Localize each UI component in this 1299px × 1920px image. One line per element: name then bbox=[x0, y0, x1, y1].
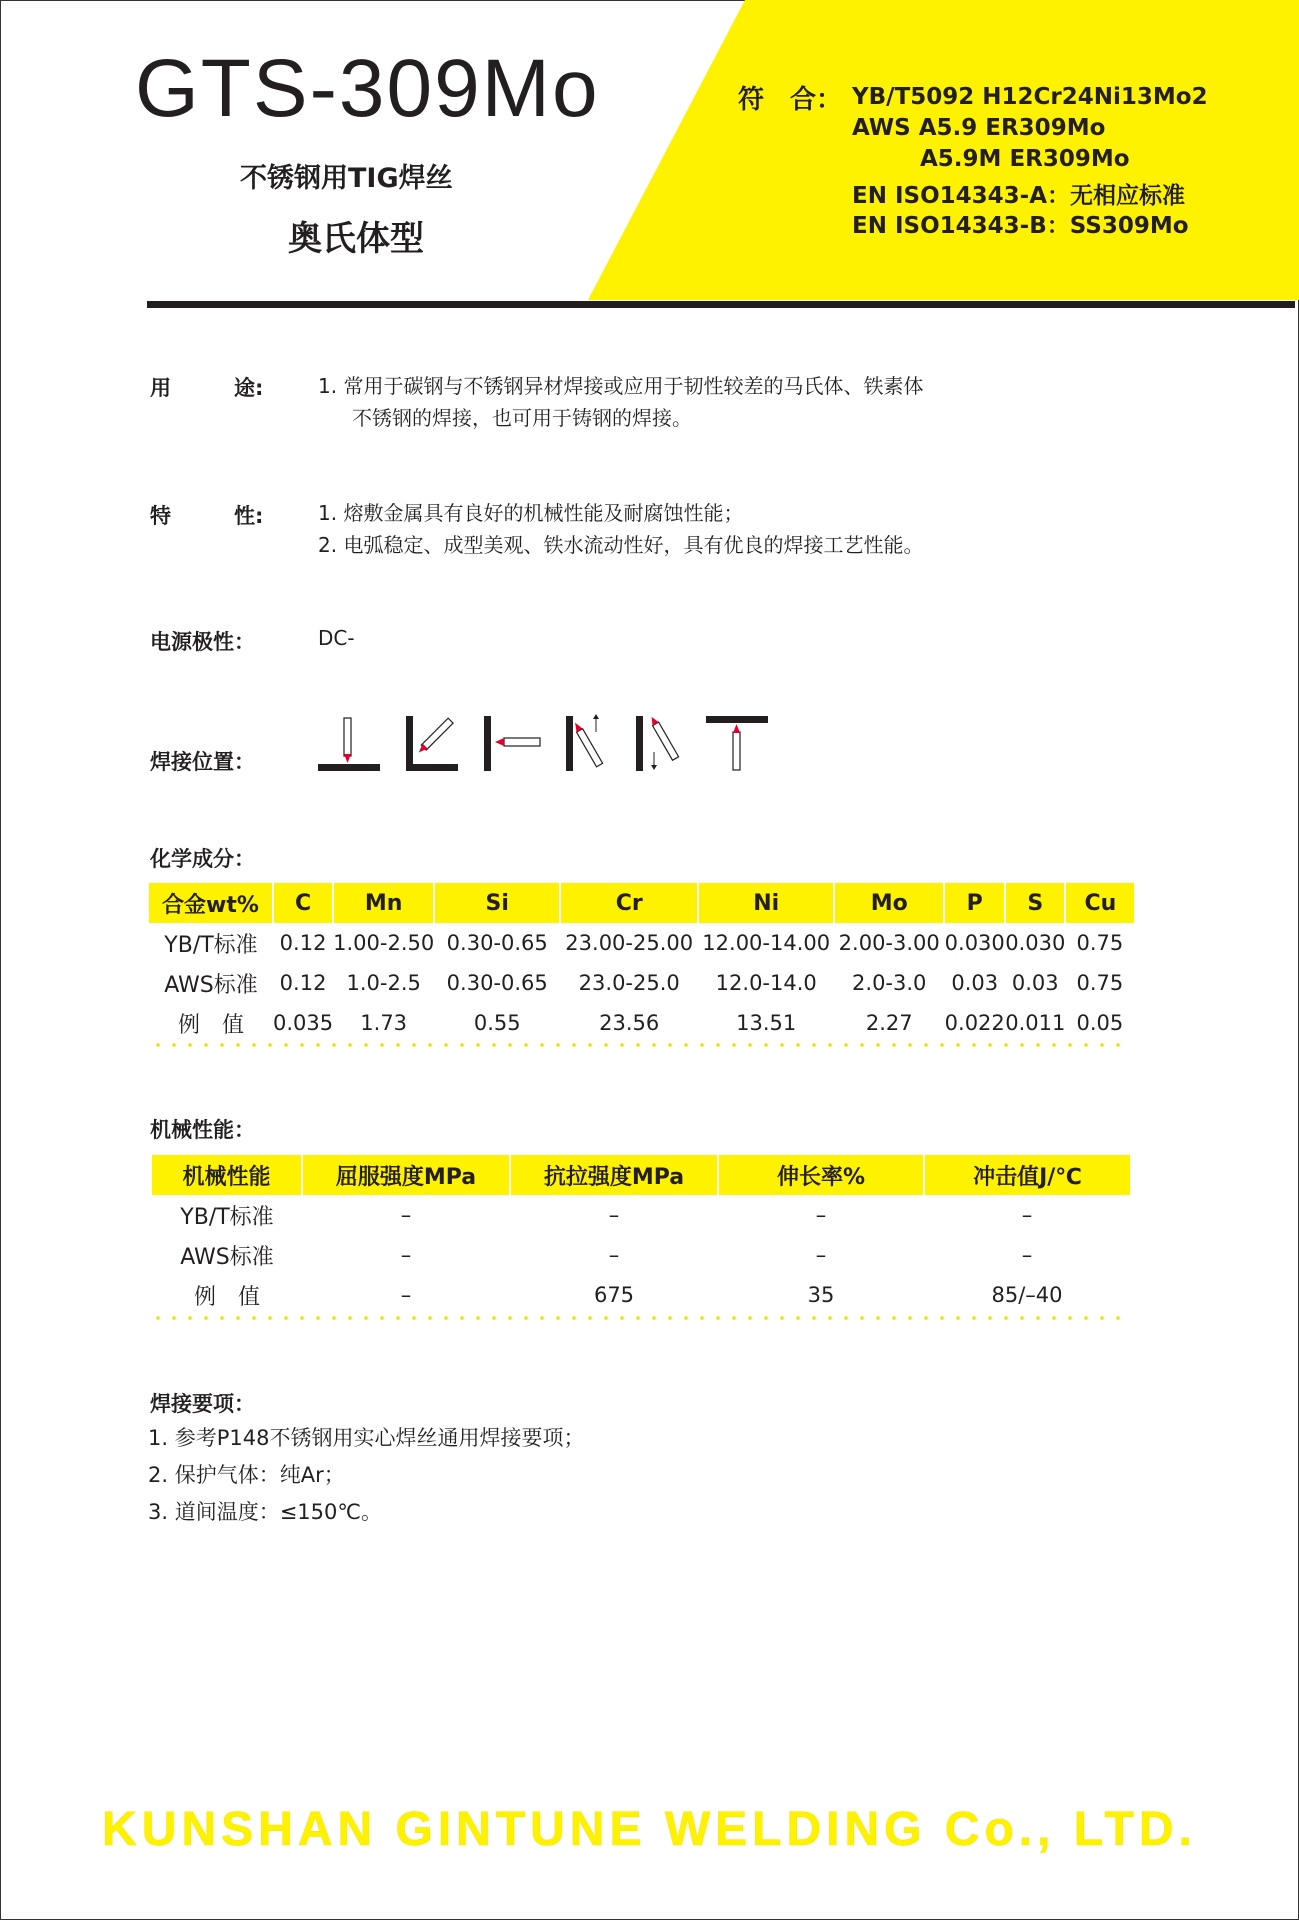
table-cell: 12.0-14.0 bbox=[715, 971, 817, 995]
header-cell: P bbox=[944, 883, 1005, 923]
table-cell: 12.00-14.00 bbox=[702, 931, 831, 955]
product-subtitle: 不锈钢用TIG焊丝 bbox=[240, 163, 453, 194]
row-label: 例 值 bbox=[193, 1284, 260, 1310]
row-label: 例 值 bbox=[177, 1012, 244, 1038]
table-cell: 0.022 bbox=[944, 1011, 1005, 1035]
table-cell: 1.73 bbox=[360, 1011, 408, 1035]
header-cell: Mn bbox=[333, 883, 434, 923]
table-cell: – bbox=[1021, 1243, 1033, 1267]
header-cell: Ni bbox=[698, 883, 834, 923]
chemical-header-row bbox=[149, 883, 1134, 923]
dotted-divider bbox=[150, 1043, 1120, 1047]
table-cell: 1.0-2.5 bbox=[346, 971, 421, 995]
standard-line: AWS A5.9 ER309Mo bbox=[852, 115, 1106, 141]
row-label: AWS标准 bbox=[180, 1244, 274, 1270]
chemical-table bbox=[149, 883, 1134, 1043]
product-title: GTS-309Mo bbox=[135, 43, 600, 134]
usage-label: 用 途: bbox=[150, 376, 264, 400]
features-label: 特 性: bbox=[150, 504, 264, 528]
product-type: 奥氏体型 bbox=[288, 219, 424, 259]
table-row bbox=[152, 1195, 1130, 1235]
row-label: YB/T标准 bbox=[180, 1204, 274, 1230]
power-value: DC- bbox=[318, 626, 355, 650]
horizontal-fillet-icon bbox=[404, 714, 468, 772]
horizontal-position-icon bbox=[482, 714, 546, 772]
standard-line: A5.9M ER309Mo bbox=[920, 146, 1130, 172]
standard-line: EN ISO14343-A：无相应标准 bbox=[852, 183, 1186, 209]
table-cell: 23.56 bbox=[599, 1011, 660, 1035]
header-cell: 机械性能 bbox=[152, 1155, 302, 1195]
table-cell: 23.0-25.0 bbox=[578, 971, 680, 995]
table-cell: – bbox=[815, 1243, 827, 1267]
conformity-label: 符 合： bbox=[738, 85, 843, 115]
standard-line: YB/T5092 H12Cr24Ni13Mo2 bbox=[852, 84, 1208, 110]
chemical-label: 化学成分： bbox=[150, 847, 255, 871]
table-cell: 23.00-25.00 bbox=[565, 931, 694, 955]
mechanical-label: 机械性能： bbox=[150, 1118, 255, 1142]
table-row bbox=[149, 963, 1134, 1003]
table-cell: 0.03 bbox=[1011, 971, 1059, 995]
table-cell: – bbox=[815, 1203, 827, 1227]
table-row bbox=[152, 1235, 1130, 1275]
table-cell: 0.030 bbox=[944, 931, 1005, 955]
table-cell: 2.27 bbox=[865, 1011, 913, 1035]
table-cell: 0.011 bbox=[1005, 1011, 1066, 1035]
feature-line: 1. 熔敷金属具有良好的机械性能及耐腐蚀性能； bbox=[318, 501, 744, 525]
note-item: 1. 参考P148不锈钢用实心焊丝通用焊接要项； bbox=[148, 1426, 585, 1450]
mechanical-table bbox=[152, 1155, 1130, 1315]
table-cell: 0.55 bbox=[473, 1011, 521, 1035]
table-cell: – bbox=[1021, 1203, 1033, 1227]
table-cell: 0.03 bbox=[951, 971, 999, 995]
table-row bbox=[149, 923, 1134, 963]
table-row bbox=[152, 1275, 1130, 1315]
note-item: 2. 保护气体：纯Ar； bbox=[148, 1463, 345, 1487]
table-cell: 0.75 bbox=[1076, 971, 1124, 995]
table-cell: 0.030 bbox=[1005, 931, 1066, 955]
header-cell: 冲击值J/℃ bbox=[924, 1155, 1130, 1195]
table-cell: 0.035 bbox=[273, 1011, 334, 1035]
header-cell: Cu bbox=[1065, 883, 1134, 923]
table-cell: 2.0-3.0 bbox=[852, 971, 927, 995]
note-item: 3. 道间温度：≤150℃。 bbox=[148, 1500, 382, 1524]
table-row bbox=[149, 1003, 1134, 1043]
header-divider bbox=[147, 301, 1295, 308]
header-cell: Cr bbox=[560, 883, 698, 923]
overhead-position-icon bbox=[706, 714, 770, 772]
table-cell: – bbox=[400, 1283, 412, 1307]
table-cell: 0.30-0.65 bbox=[446, 931, 548, 955]
header-cell: S bbox=[1005, 883, 1065, 923]
usage-line: 1. 常用于碳钢与不锈钢异材焊接或应用于韧性较差的马氏体、铁素体 bbox=[318, 374, 924, 398]
notes-label: 焊接要项： bbox=[150, 1392, 255, 1416]
table-cell: 1.00-2.50 bbox=[333, 931, 435, 955]
table-cell: 85/–40 bbox=[991, 1283, 1063, 1307]
vertical-down-icon bbox=[634, 714, 698, 772]
header-cell: 合金wt% bbox=[149, 883, 273, 923]
header-cell: C bbox=[273, 883, 333, 923]
table-cell: – bbox=[608, 1243, 620, 1267]
usage-line: 不锈钢的焊接，也可用于铸钢的焊接。 bbox=[352, 406, 692, 430]
header-cell: 伸长率% bbox=[718, 1155, 924, 1195]
table-cell: 0.30-0.65 bbox=[446, 971, 548, 995]
header-cell: Mo bbox=[834, 883, 944, 923]
header-cell: 屈服强度MPa bbox=[302, 1155, 510, 1195]
table-cell: 13.51 bbox=[736, 1011, 797, 1035]
vertical-up-icon bbox=[564, 714, 628, 772]
power-label: 电源极性： bbox=[150, 630, 255, 654]
standard-line: EN ISO14343-B：SS309Mo bbox=[852, 213, 1189, 239]
table-cell: – bbox=[400, 1243, 412, 1267]
header-cell: 抗拉强度MPa bbox=[510, 1155, 718, 1195]
header-cell: Si bbox=[434, 883, 560, 923]
table-cell: 35 bbox=[807, 1283, 835, 1307]
mechanical-header-row bbox=[152, 1155, 1130, 1195]
table-cell: 0.12 bbox=[279, 971, 327, 995]
flat-position-icon bbox=[318, 714, 382, 772]
table-cell: – bbox=[400, 1203, 412, 1227]
table-cell: 0.12 bbox=[279, 931, 327, 955]
table-cell: 675 bbox=[593, 1283, 635, 1307]
positions-label: 焊接位置： bbox=[150, 750, 255, 774]
dotted-divider bbox=[150, 1316, 1120, 1320]
company-name: KUNSHAN GINTUNE WELDING Co., LTD. bbox=[102, 1803, 1197, 1856]
table-cell: – bbox=[608, 1203, 620, 1227]
table-cell: 0.05 bbox=[1076, 1011, 1124, 1035]
row-label: YB/T标准 bbox=[164, 932, 258, 958]
table-cell: 2.00-3.00 bbox=[838, 931, 940, 955]
row-label: AWS标准 bbox=[164, 972, 258, 998]
table-cell: 0.75 bbox=[1076, 931, 1124, 955]
feature-line: 2. 电弧稳定、成型美观、铁水流动性好，具有优良的焊接工艺性能。 bbox=[318, 533, 924, 557]
